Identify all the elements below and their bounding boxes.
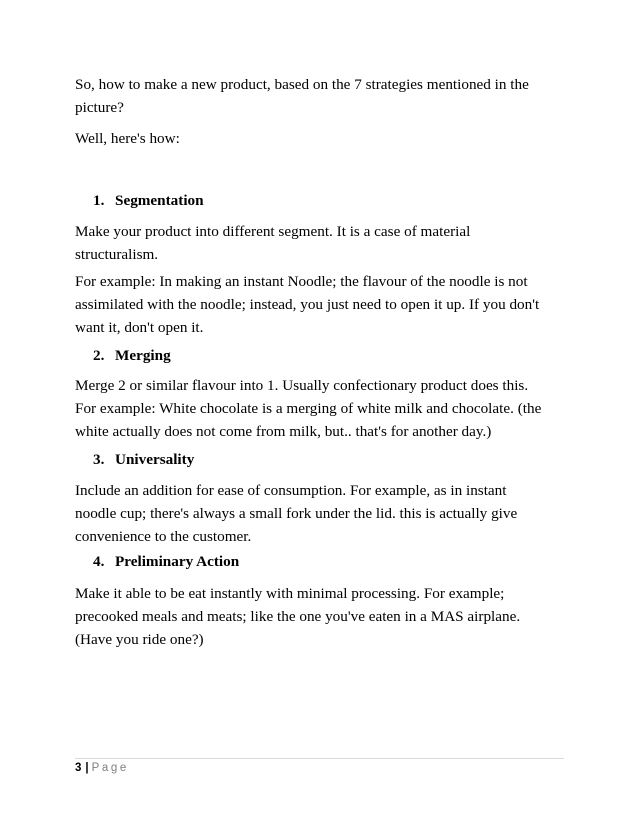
section-paragraph <box>75 374 575 443</box>
section-title: Merging <box>115 347 171 364</box>
text-line: noodle cup; there's always a small fork under the lid. this is actually give <box>75 505 518 522</box>
section-number: 1. <box>93 192 105 209</box>
section-paragraph <box>75 582 575 651</box>
text-line: precooked meals and meats; like the one you've eaten in a MAS airplane. <box>75 608 521 625</box>
section-title: Segmentation <box>115 192 204 209</box>
intro-paragraph <box>75 73 575 119</box>
section-paragraph <box>75 220 575 266</box>
section-heading-merging <box>93 344 171 367</box>
text-line: Make it able to be eat instantly with minimal processing. For example; <box>75 585 505 602</box>
text-line: white actually does not come from milk, but.. that's for another day.) <box>75 423 492 440</box>
text-line: structuralism. <box>75 246 159 263</box>
text-line: want it, don't open it. <box>75 319 204 336</box>
page-label: Page <box>91 762 129 774</box>
footer-divider <box>75 758 564 759</box>
section-heading-segmentation <box>93 189 204 212</box>
text-line: (Have you ride one?) <box>75 631 204 648</box>
section-heading-universality <box>93 448 194 471</box>
intro-lead-in <box>75 127 575 150</box>
section-number: 2. <box>93 347 105 364</box>
text-line: convenience to the customer. <box>75 528 252 545</box>
section-paragraph <box>75 479 575 548</box>
text-line: Merge 2 or similar flavour into 1. Usually confectionary product does this. <box>75 377 529 394</box>
page-footer <box>75 760 129 776</box>
text-line: Include an addition for ease of consumption. For example, as in instant <box>75 482 507 499</box>
footer-separator: | <box>85 762 89 774</box>
section-heading-preliminary-action <box>93 550 239 573</box>
intro-line: So, how to make a new product, based on the 7 strategies mentioned in the <box>75 76 529 93</box>
intro-line: Well, here's how: <box>75 130 180 147</box>
text-line: For example: In making an instant Noodle; the flavour of the noodle is not <box>75 273 528 290</box>
page-number: 3 <box>75 762 82 774</box>
text-line: assimilated with the noodle; instead, you just need to open it up. If you don't <box>75 296 540 313</box>
section-number: 4. <box>93 553 105 570</box>
intro-line: picture? <box>75 99 124 116</box>
text-line: For example: White chocolate is a merging of white milk and chocolate. (the <box>75 400 542 417</box>
section-number: 3. <box>93 451 105 468</box>
section-title: Universality <box>115 451 195 468</box>
section-title: Preliminary Action <box>115 553 240 570</box>
section-paragraph <box>75 270 575 339</box>
text-line: Make your product into different segment. It is a case of material <box>75 223 471 240</box>
